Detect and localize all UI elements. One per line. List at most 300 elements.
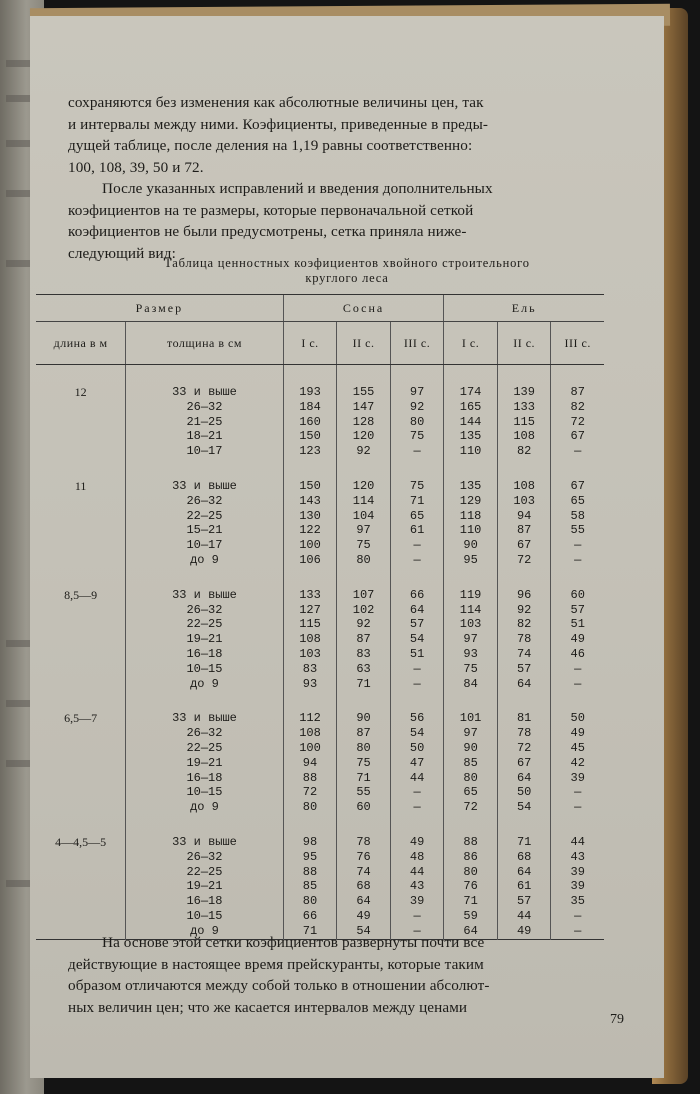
group-spacer (36, 568, 604, 588)
table-row (36, 553, 604, 568)
spacer-cell (444, 815, 498, 835)
coefficient-cell: 94 (497, 509, 551, 524)
thickness-cell: 33 и выше (126, 385, 284, 400)
spruce-grade-3-header: III с. (551, 322, 604, 365)
coefficient-cell: 82 (497, 617, 551, 632)
coefficient-cell: 45 (551, 741, 604, 756)
coefficient-cell: — (551, 553, 604, 568)
coefficient-cell: 64 (497, 677, 551, 692)
coefficient-cell: — (551, 538, 604, 553)
coefficient-cell: 135 (444, 479, 498, 494)
coefficient-cell: 61 (390, 523, 443, 538)
coefficient-cell: 133 (497, 400, 551, 415)
coefficient-cell: 51 (551, 617, 604, 632)
coefficient-cell: 120 (337, 479, 391, 494)
coefficient-cell: 72 (283, 785, 337, 800)
coefficient-cell: 123 (283, 444, 337, 459)
text-line: сохраняются без изменения как абсолютные величины цен, так (68, 94, 484, 111)
table-row (36, 850, 604, 865)
coefficient-cell: — (551, 800, 604, 815)
coefficient-cell: 127 (283, 603, 337, 618)
spacer-cell (551, 365, 604, 386)
spruce-group-header: Ель (444, 295, 604, 322)
coefficient-cell: — (551, 677, 604, 692)
coefficient-cell: 50 (390, 741, 443, 756)
text-line: 100, 108, 39, 50 и 72. (68, 158, 204, 176)
coefficient-cell: 83 (337, 647, 391, 662)
coefficient-cell: 94 (283, 756, 337, 771)
thickness-cell: 26—32 (126, 603, 284, 618)
coefficient-cell: 76 (337, 850, 391, 865)
coefficient-cell: 106 (283, 553, 337, 568)
coefficient-cell: 58 (551, 509, 604, 524)
coefficient-cell: 67 (497, 538, 551, 553)
coefficient-cell: 55 (337, 785, 391, 800)
text-line: следующий вид: (68, 244, 176, 262)
page-number: 79 (610, 1012, 624, 1027)
coefficient-cell: 80 (337, 553, 391, 568)
coefficient-cell: 87 (497, 523, 551, 538)
coefficient-cell: 35 (551, 894, 604, 909)
coefficient-cell: 92 (390, 400, 443, 415)
coefficient-cell: 72 (497, 741, 551, 756)
coefficient-cell: 44 (551, 835, 604, 850)
coefficient-cell: 67 (551, 479, 604, 494)
spacer-cell (36, 568, 126, 588)
spacer-cell (337, 459, 391, 479)
coefficient-cell: 78 (497, 632, 551, 647)
spacer-cell (390, 365, 443, 386)
coefficient-cell: 133 (283, 588, 337, 603)
coefficient-cell: 96 (497, 588, 551, 603)
length-cell: 6,5—7 (64, 711, 98, 726)
spacer-cell (283, 691, 337, 711)
length-cell (36, 850, 126, 865)
length-cell (36, 415, 126, 430)
coefficient-cell: 43 (551, 850, 604, 865)
coefficient-cell: 104 (337, 509, 391, 524)
thickness-cell: до 9 (126, 553, 284, 568)
length-cell (36, 444, 126, 459)
size-group-header: Размер (36, 295, 283, 322)
coefficient-cell: 129 (444, 494, 498, 509)
coefficient-cell: 114 (337, 494, 391, 509)
spacer-cell (444, 365, 498, 386)
thickness-cell: 22—25 (126, 865, 284, 880)
coefficient-cell: — (390, 924, 443, 939)
coefficient-cell: 108 (497, 479, 551, 494)
coefficient-cell: 103 (444, 617, 498, 632)
coefficient-cell: 147 (337, 400, 391, 415)
thickness-cell: 18—21 (126, 429, 284, 444)
coefficient-cell: 57 (551, 603, 604, 618)
thickness-cell: до 9 (126, 677, 284, 692)
thickness-cell: 10—17 (126, 444, 284, 459)
coefficient-cell: 184 (283, 400, 337, 415)
thickness-cell: до 9 (126, 800, 284, 815)
coefficient-cell: 101 (444, 711, 498, 726)
spacer-cell (337, 815, 391, 835)
coefficient-cell: 85 (283, 879, 337, 894)
length-cell (36, 865, 126, 880)
coefficient-cell: 50 (497, 785, 551, 800)
coefficient-cell: 56 (390, 711, 443, 726)
coefficient-cell: 80 (444, 771, 498, 786)
thickness-cell: 19—21 (126, 632, 284, 647)
spacer-cell (126, 691, 284, 711)
thickness-cell: 16—18 (126, 647, 284, 662)
thickness-cell: 16—18 (126, 894, 284, 909)
coefficient-cell: 49 (551, 726, 604, 741)
text-line: и интервалы между ними. Коэфициенты, приведенные в преды- (68, 115, 489, 133)
caption-line: Таблица ценностных коэфициентов хвойного строительного (164, 256, 530, 270)
intro-paragraph (68, 92, 628, 178)
table-row (36, 444, 604, 459)
book-page (30, 16, 664, 1078)
coefficient-cell: 85 (444, 756, 498, 771)
thickness-cell: 22—25 (126, 617, 284, 632)
length-cell (36, 617, 126, 632)
coefficient-cell: 83 (283, 662, 337, 677)
thickness-cell: 33 и выше (126, 479, 284, 494)
text-line: ных величин цен; что же касается интервалов между ценами (68, 998, 468, 1016)
coefficient-cell: — (551, 909, 604, 924)
spacer-cell (36, 459, 126, 479)
length-cell (36, 509, 126, 524)
length-cell: 12 (74, 385, 87, 399)
coefficient-cell: 102 (337, 603, 391, 618)
coefficient-cell: 54 (337, 924, 391, 939)
coefficient-cell: 81 (497, 711, 551, 726)
coefficient-cell: — (551, 924, 604, 939)
table-row (36, 909, 604, 924)
coefficient-cell: 64 (444, 924, 498, 939)
group-spacer (36, 459, 604, 479)
coefficient-cell: 92 (337, 444, 391, 459)
coefficient-cell: 66 (390, 588, 443, 603)
coefficient-cell: 66 (283, 909, 337, 924)
spacer-cell (390, 815, 443, 835)
coefficient-cell: 100 (283, 538, 337, 553)
spacer-cell (497, 815, 551, 835)
spacer-cell (444, 459, 498, 479)
table-row (36, 677, 604, 692)
group-spacer (36, 691, 604, 711)
spacer-cell (551, 568, 604, 588)
table-row (36, 494, 604, 509)
table-row (36, 385, 604, 400)
thickness-cell: 15—21 (126, 523, 284, 538)
spacer-cell (551, 691, 604, 711)
coefficient-cell: 88 (283, 865, 337, 880)
coefficient-cell: 74 (497, 647, 551, 662)
coefficient-cell: 63 (337, 662, 391, 677)
table-row (36, 400, 604, 415)
coefficient-cell: — (390, 662, 443, 677)
spacer-cell (36, 365, 126, 386)
coefficient-cell: 54 (497, 800, 551, 815)
thickness-cell: 26—32 (126, 726, 284, 741)
table-row (36, 741, 604, 756)
coefficient-cell: 71 (390, 494, 443, 509)
length-cell (36, 800, 126, 815)
group-spacer (36, 365, 604, 386)
coefficient-cell: 92 (337, 617, 391, 632)
pine-grade-3-header: III с. (390, 322, 443, 365)
spacer-cell (126, 365, 284, 386)
coefficient-cell: 49 (337, 909, 391, 924)
table-body (36, 365, 604, 940)
thickness-cell: 19—21 (126, 879, 284, 894)
thickness-cell: 26—32 (126, 400, 284, 415)
coefficient-cell: 72 (551, 415, 604, 430)
coefficient-cell: 68 (497, 850, 551, 865)
pine-grade-1-header: I с. (283, 322, 337, 365)
coefficient-cell: 95 (283, 850, 337, 865)
spacer-cell (337, 365, 391, 386)
coefficient-cell: 110 (444, 444, 498, 459)
table-row (36, 785, 604, 800)
text-line: После указанных исправлений и введения дополнительных (102, 180, 493, 197)
length-cell (36, 785, 126, 800)
group-spacer (36, 815, 604, 835)
coefficient-cell: 64 (390, 603, 443, 618)
coefficient-cell: — (390, 800, 443, 815)
coefficient-cell: 75 (444, 662, 498, 677)
coefficient-cell: 82 (551, 400, 604, 415)
coefficient-cell: 42 (551, 756, 604, 771)
coefficient-cell: 78 (337, 835, 391, 850)
thickness-cell: 10—15 (126, 909, 284, 924)
thickness-cell: до 9 (126, 924, 284, 939)
spacer-cell (283, 815, 337, 835)
coefficient-cell: 95 (444, 553, 498, 568)
table-row (36, 879, 604, 894)
coefficient-cell: 44 (497, 909, 551, 924)
coefficient-table (36, 294, 604, 940)
table-row (36, 538, 604, 553)
coefficient-cell: 90 (444, 538, 498, 553)
coefficient-cell: 64 (497, 771, 551, 786)
text-line: дущей таблице, после деления на 1,19 равны соответственно: (68, 137, 473, 154)
coefficient-cell: 103 (497, 494, 551, 509)
spacer-cell (551, 459, 604, 479)
spacer-cell (36, 815, 126, 835)
spacer-cell (497, 691, 551, 711)
thickness-cell: 10—17 (126, 538, 284, 553)
thickness-column-header: толщина в см (126, 322, 284, 365)
coefficient-cell: 50 (551, 711, 604, 726)
coefficient-cell: 93 (283, 677, 337, 692)
spacer-cell (126, 459, 284, 479)
coefficient-cell: 80 (390, 415, 443, 430)
coefficient-cell: 75 (337, 538, 391, 553)
coefficient-cell: — (390, 553, 443, 568)
coefficient-cell: 93 (444, 647, 498, 662)
coefficient-cell: 110 (444, 523, 498, 538)
coefficient-cell: — (551, 785, 604, 800)
coefficient-cell: 112 (283, 711, 337, 726)
text-line: коэфициентов на те размеры, которые первоначальной сеткой (68, 201, 474, 219)
coefficient-cell: 78 (497, 726, 551, 741)
coefficient-cell: 88 (444, 835, 498, 850)
table-row (36, 588, 604, 603)
coefficient-cell: 49 (390, 835, 443, 850)
length-cell (36, 494, 126, 509)
coefficient-cell: 97 (444, 726, 498, 741)
coefficient-cell: 39 (551, 879, 604, 894)
text-line: На основе этой сетки коэфициентов развернуты почти все (102, 934, 485, 951)
spacer-cell (337, 568, 391, 588)
coefficient-cell: 67 (497, 756, 551, 771)
coefficient-cell: 72 (444, 800, 498, 815)
coefficient-cell: 55 (551, 523, 604, 538)
coefficient-cell: 103 (283, 647, 337, 662)
table-row (36, 647, 604, 662)
coefficient-cell: 60 (551, 588, 604, 603)
table-row (36, 894, 604, 909)
coefficient-cell: 97 (390, 385, 443, 400)
coefficient-cell: 65 (444, 785, 498, 800)
coefficient-cell: 108 (283, 632, 337, 647)
spacer-cell (126, 815, 284, 835)
coefficient-cell: 144 (444, 415, 498, 430)
spacer-cell (126, 568, 284, 588)
spacer-cell (497, 365, 551, 386)
coefficient-cell: 87 (337, 632, 391, 647)
coefficient-cell: 57 (390, 617, 443, 632)
length-cell (36, 756, 126, 771)
coefficient-cell: 43 (390, 879, 443, 894)
spacer-cell (337, 691, 391, 711)
table-row (36, 429, 604, 444)
closing-paragraph (68, 932, 628, 1018)
coefficient-cell: 98 (283, 835, 337, 850)
coefficient-cell: 87 (337, 726, 391, 741)
length-cell (36, 523, 126, 538)
coefficient-cell: 39 (390, 894, 443, 909)
coefficient-cell: 64 (337, 894, 391, 909)
coefficient-cell: 155 (337, 385, 391, 400)
coefficient-cell: 108 (283, 726, 337, 741)
coefficient-cell: 39 (551, 771, 604, 786)
coefficient-cell: 90 (444, 741, 498, 756)
pine-grade-2-header: II с. (337, 322, 391, 365)
coefficient-cell: 120 (337, 429, 391, 444)
table-row (36, 523, 604, 538)
length-cell (36, 647, 126, 662)
text-line: коэфициентов не были предусмотрены, сетка приняла нижe- (68, 223, 467, 240)
coefficient-cell: 67 (551, 429, 604, 444)
coefficient-cell: 97 (337, 523, 391, 538)
table-row (36, 617, 604, 632)
coefficient-cell: 59 (444, 909, 498, 924)
thickness-cell: 22—25 (126, 741, 284, 756)
coefficient-cell: — (551, 444, 604, 459)
coefficient-cell: 80 (283, 894, 337, 909)
coefficient-cell: 84 (444, 677, 498, 692)
coefficient-cell: — (390, 677, 443, 692)
coefficient-cell: 115 (497, 415, 551, 430)
coefficient-cell: 86 (444, 850, 498, 865)
length-cell (36, 400, 126, 415)
pine-group-header: Сосна (283, 295, 444, 322)
coefficient-cell: 44 (390, 865, 443, 880)
coefficient-cell: 135 (444, 429, 498, 444)
table-row (36, 726, 604, 741)
table-row (36, 756, 604, 771)
table-row (36, 509, 604, 524)
table-row (36, 632, 604, 647)
text-line: действующие в настоящее время прейскуранты, которые таким (68, 955, 484, 973)
coefficient-cell: 122 (283, 523, 337, 538)
coefficient-cell: — (390, 909, 443, 924)
coefficient-cell: 76 (444, 879, 498, 894)
coefficient-cell: 60 (337, 800, 391, 815)
coefficient-cell: 74 (337, 865, 391, 880)
text-line: образом отличаются между собой только в отношении абсолют- (68, 977, 490, 994)
spacer-cell (444, 691, 498, 711)
thickness-cell: 16—18 (126, 771, 284, 786)
thickness-cell: 10—15 (126, 785, 284, 800)
length-cell: 8,5—9 (64, 587, 98, 602)
coefficient-cell: 44 (390, 771, 443, 786)
table-row (36, 415, 604, 430)
length-cell: 11 (74, 478, 87, 493)
coefficient-cell: 57 (497, 662, 551, 677)
table-row (36, 865, 604, 880)
table-row (36, 835, 604, 850)
table-caption (30, 256, 664, 286)
coefficient-cell: 71 (283, 924, 337, 939)
spacer-cell (390, 459, 443, 479)
length-cell (36, 603, 126, 618)
coefficient-cell: 160 (283, 415, 337, 430)
coefficient-cell: 90 (337, 711, 391, 726)
coefficient-cell: 128 (337, 415, 391, 430)
table-row (36, 800, 604, 815)
coefficient-cell: 65 (551, 494, 604, 509)
thickness-cell: 26—32 (126, 850, 284, 865)
length-cell (36, 429, 126, 444)
length-cell (36, 632, 126, 647)
table-row (36, 771, 604, 786)
length-cell (36, 662, 126, 677)
coefficient-cell: 54 (390, 726, 443, 741)
length-cell (36, 677, 126, 692)
coefficient-cell: 64 (497, 865, 551, 880)
coefficient-cell: 92 (497, 603, 551, 618)
coefficient-cell: 88 (283, 771, 337, 786)
thickness-cell: 33 и выше (126, 588, 284, 603)
coefficient-cell: 51 (390, 647, 443, 662)
spacer-cell (283, 365, 337, 386)
coefficient-cell: 97 (444, 632, 498, 647)
length-cell (36, 553, 126, 568)
coefficient-cell: 54 (390, 632, 443, 647)
coefficient-cell: 71 (337, 677, 391, 692)
coefficient-cell: 80 (444, 865, 498, 880)
thickness-cell: 33 и выше (126, 835, 284, 850)
caption-line: круглого леса (305, 271, 389, 285)
spacer-cell (390, 691, 443, 711)
table-row (36, 662, 604, 677)
coefficient-cell: — (390, 444, 443, 459)
coefficient-cell: 39 (551, 865, 604, 880)
coefficient-cell: 71 (337, 771, 391, 786)
thickness-cell: 33 и выше (126, 711, 284, 726)
thickness-cell: 21—25 (126, 415, 284, 430)
